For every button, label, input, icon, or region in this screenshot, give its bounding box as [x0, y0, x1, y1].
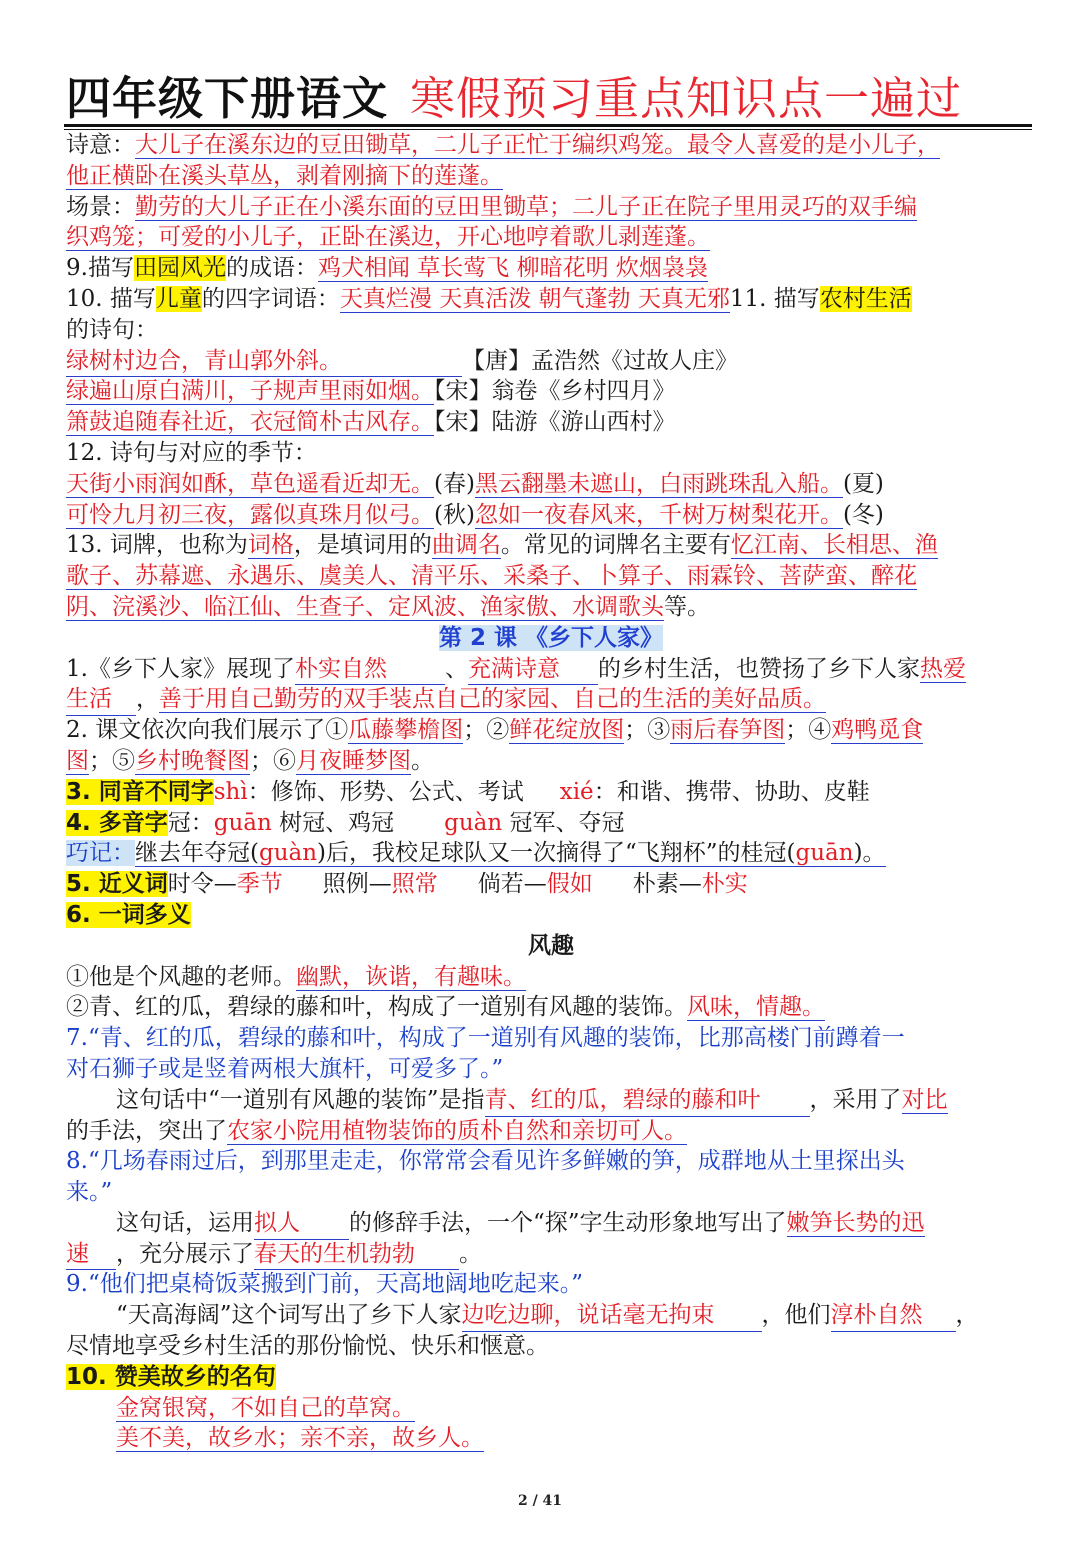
answer-text: 热爱 [919, 655, 966, 682]
answer-text: 幽默，诙谐，有趣味。 [296, 963, 526, 990]
text-line [66, 438, 1036, 469]
quote-text: 对石狮子或是竖着两根大旗杆，可爱多了。” [66, 1055, 504, 1082]
answer-text: 勤劳的大儿子正在小溪东面的豆田里锄草；二儿子正在院子里用灵巧的双手编 [135, 193, 917, 220]
label: 的乡村生活，也赞扬了乡下人家 [597, 655, 920, 682]
label: ；⑤ [89, 747, 135, 774]
quote-text: 9.“他们把桌椅饭菜搬到门前，天高地阔地吃起来。” [66, 1271, 583, 1298]
answer-text: 绿遍山原白满川，子规声里雨如烟。 [66, 378, 434, 405]
text-line [66, 1362, 1036, 1393]
answer-text: 季节 [236, 871, 283, 898]
label: 11. 描写 [729, 285, 820, 312]
label: 2. 课文依次向我们展示了① [66, 717, 349, 744]
answer-text: 鸡犬相闻 草长莺飞 柳暗花明 炊烟袅袅 [317, 255, 708, 282]
poem-source: 【宋】翁卷《乡村四月》 [434, 378, 676, 405]
label: 的手法，突出了 [66, 1117, 227, 1144]
label: 时令— [167, 871, 237, 898]
label: 这句话，运用 [116, 1209, 254, 1236]
section-heading: 6. 一词多义 [66, 901, 191, 928]
answer-text: 大儿子在溪东边的豆田锄草，二儿子正忙于编织鸡笼。最令人喜爱的是小儿子， [135, 132, 940, 158]
answer-text: 忽如一夜春风来，千树万树梨花开。 [474, 501, 843, 528]
season: (冬) [842, 501, 884, 528]
label: 。 [411, 747, 434, 774]
text-line [66, 561, 1036, 592]
text-line [66, 376, 1036, 407]
text-line [66, 654, 1036, 685]
season: (秋) [434, 501, 475, 528]
pinyin: xié [559, 778, 594, 805]
text-line [66, 1393, 1036, 1424]
answer-text: 鲜花绽放图 [509, 717, 625, 744]
text-line [66, 1423, 1036, 1454]
text-line [66, 346, 1036, 377]
answer-text: 青、红的瓜，碧绿的藤和叶 [485, 1085, 810, 1117]
label: 冠军、夺冠 [502, 809, 625, 836]
label: ，采用了 [809, 1086, 902, 1113]
answer-text: 假如 [546, 871, 593, 898]
text-line [66, 192, 1036, 223]
page-header [66, 62, 1030, 125]
answer-text: 嫩笋长势的迅 [786, 1209, 925, 1236]
answer-text: 乡村晚餐图 [135, 747, 250, 774]
label: 这句话中“一道别有风趣的装饰”是指 [116, 1086, 485, 1113]
tip-label: 巧记： [66, 840, 135, 867]
answer-text: 淳朴自然 [831, 1300, 956, 1332]
answer-text: 春天的生机勃勃 [254, 1239, 459, 1271]
poem-source: 【唐】孟浩然《过故人庄》 [462, 347, 738, 374]
label: ， [955, 1302, 979, 1329]
answer-text: 拟人 [254, 1208, 349, 1240]
label: 、 [444, 655, 468, 682]
answer-text: 照常 [391, 871, 438, 898]
label: 树冠、鸡冠 [271, 809, 395, 836]
highlight-text: 田园风光 [133, 255, 226, 282]
answer-text: 美不美，故乡水；亲不亲，故乡人。 [116, 1425, 484, 1452]
text-line [66, 1300, 1036, 1331]
text-line [66, 992, 1036, 1023]
label: 。常见的词牌名主要有 [500, 532, 731, 559]
text-line [66, 1085, 1036, 1116]
answer-text: 天真烂漫 天真活泼 朝气蓬勃 天真无邪 [339, 285, 730, 312]
label: )。 [853, 840, 886, 867]
answer-text: 善于用自己勤劳的双手装点自己的家园、自己的生活的美好品质。 [159, 686, 826, 713]
label: 倘若— [477, 871, 547, 898]
quote-text: 来。” [66, 1179, 113, 1206]
label: 9.描写 [66, 255, 134, 282]
pinyin: guàn [258, 840, 318, 867]
label: 12. 诗句与对应的季节： [66, 439, 317, 466]
highlight-text: 农村生活 [819, 285, 912, 312]
text-line [66, 253, 1036, 284]
answer-text: 箫鼓追随春社近，衣冠简朴古风存。 [66, 409, 434, 436]
text-line [66, 808, 1036, 839]
label: ，是填词用的 [293, 532, 432, 559]
answer-text: 绿树村边合，青山郭外斜。 [66, 346, 462, 378]
label: 的修辞手法，一个“探”字生动形象地写出了 [349, 1209, 787, 1236]
text-line [66, 684, 1036, 715]
answer-text: 黑云翻墨未遮山，白雨跳珠乱入船。 [474, 470, 843, 497]
label: 冠： [167, 809, 214, 836]
answer-text: 朴实自然 [295, 654, 445, 686]
section-heading: 10. 赞美故乡的名句 [66, 1363, 276, 1390]
label: 的诗句： [66, 316, 158, 343]
answer-text: 边吃边聊，说话毫无拘束 [462, 1300, 762, 1332]
label: “天高海阔”这个词写出了乡下人家 [116, 1302, 462, 1329]
text-line [66, 530, 1036, 561]
label: ，他们 [761, 1302, 831, 1329]
text-line [66, 1023, 1036, 1054]
header-title: 四年级下册语文 [66, 72, 389, 125]
label: 的四字词语： [201, 285, 340, 312]
text-line [66, 161, 1036, 192]
answer-text: 农家小院用植物装饰的质朴自然和亲切可人。 [227, 1117, 687, 1144]
answer-text: 天街小雨润如酥，草色遥看近却无。 [66, 470, 434, 497]
text-line [66, 1054, 1036, 1085]
text-line [66, 1177, 1036, 1208]
section-heading: 4. 多音字 [66, 809, 168, 836]
pinyin: shì [213, 778, 248, 805]
label: 10. 描写 [66, 285, 156, 312]
text-line [66, 1146, 1036, 1177]
answer-text: 瓜藤攀檐图 [348, 717, 464, 744]
text-line [66, 1116, 1036, 1147]
label: ；② [463, 717, 510, 744]
answer-text: 忆江南、长相思、渔 [730, 532, 938, 559]
answer-text: 月夜睡梦图 [296, 747, 411, 774]
text-line [66, 715, 1036, 746]
label: ；④ [785, 717, 832, 744]
poem-source: 【宋】陆游《游山西村》 [434, 409, 676, 436]
answer-text: 阴、浣溪沙、临江仙、生查子、定风波、渔家傲、水调歌头 [66, 593, 664, 620]
text-line [66, 1239, 1036, 1270]
answer-text: 朴实 [701, 871, 748, 898]
label: 。 [459, 1240, 482, 1267]
label: 等。 [664, 593, 710, 620]
season: (夏) [842, 470, 884, 497]
text-line [66, 1269, 1036, 1300]
label: 继去年夺冠( [135, 840, 259, 867]
label: ， [136, 686, 159, 713]
text-line [66, 746, 1036, 777]
section-heading: 3. 同音不同字 [66, 778, 214, 805]
lesson-heading-line [66, 623, 1036, 654]
answer-text: 速 [66, 1239, 116, 1271]
label: ①他是个风趣的老师。 [66, 963, 296, 990]
label: ，充分展示了 [116, 1240, 254, 1267]
text-line [66, 869, 1036, 900]
text-line [66, 315, 1036, 346]
quote-text: 7.“青、红的瓜，碧绿的藤和叶，构成了一道别有风趣的装饰，比那高楼门前蹲着一 [66, 1025, 905, 1052]
answer-text: 曲调名 [431, 532, 501, 559]
answer-text: 织鸡笼；可爱的小儿子，正卧在溪边，开心地哼着歌儿剥莲蓬。 [66, 224, 710, 251]
pinyin: guān [795, 840, 854, 867]
header-subtitle: 寒假预习重点知识点一遍过 [410, 72, 963, 125]
label: ：和谐、携带、协助、皮鞋 [593, 778, 870, 805]
text-line [66, 284, 1036, 315]
label: ；⑥ [250, 747, 296, 774]
text-line [66, 592, 1036, 623]
answer-text: 图 [66, 747, 89, 774]
text-line [66, 469, 1036, 500]
answer-text: 对比 [901, 1086, 948, 1113]
text-line [66, 900, 1036, 931]
text-line [66, 407, 1036, 438]
header-rule [64, 124, 1032, 127]
label: ；③ [624, 717, 671, 744]
pinyin: guān [213, 809, 272, 836]
highlight-text: 儿童 [155, 285, 202, 312]
pinyin: guàn [444, 809, 503, 836]
answer-text: 生活 [66, 684, 136, 716]
text-line [66, 777, 1036, 808]
text-line [66, 931, 1036, 962]
answer-text: 词格 [247, 532, 294, 559]
label: 朴素— [632, 871, 702, 898]
text-line [66, 962, 1036, 993]
label: ：修饰、形势、公式、考试 [247, 778, 524, 805]
answer-text: 他正横卧在溪头草丛，剥着刚摘下的莲蓬。 [66, 162, 503, 189]
text-line [66, 838, 1036, 869]
label: 13. 词牌，也称为 [66, 532, 248, 559]
label: )后，我校足球队又一次摘得了“飞翔杯”的桂冠( [317, 840, 796, 867]
label: 尽情地享受乡村生活的那份愉悦、快乐和惬意。 [66, 1333, 549, 1360]
answer-text: 充满诗意 [468, 654, 598, 686]
season: (春) [434, 470, 475, 497]
answer-text: 可怜九月初三夜，露似真珠月似弓。 [66, 501, 434, 528]
document-body [66, 130, 1036, 1454]
answer-text: 风味，情趣。 [687, 994, 825, 1021]
text-line [66, 222, 1036, 253]
answer-text: 金窝银窝，不如自己的草窝。 [116, 1394, 415, 1421]
label: 的成语： [225, 255, 318, 282]
word-heading: 风趣 [528, 931, 574, 959]
label: 诗意： [66, 132, 135, 158]
page-number: 2 / 41 [517, 1493, 563, 1509]
text-line [66, 1331, 1036, 1362]
label: ②青、红的瓜，碧绿的藤和叶，构成了一道别有风趣的装饰。 [66, 994, 687, 1021]
section-heading: 5. 近义词 [66, 871, 168, 898]
label: 1.《乡下人家》展现了 [66, 655, 295, 682]
label: 照例— [322, 871, 392, 898]
answer-text: 歌子、苏幕遮、永遇乐、虞美人、清平乐、采桑子、卜算子、雨霖铃、菩萨蛮、醉花 [66, 563, 917, 590]
answer-text: 鸡鸭觅食 [831, 717, 924, 744]
lesson-heading: 第 2 课 《乡下人家》 [438, 624, 664, 651]
text-line [66, 1208, 1036, 1239]
label: 场景： [66, 193, 135, 220]
quote-text: 8.“几场春雨过后，到那里走走，你常常会看见许多鲜嫩的笋，成群地从土里探出头 [66, 1148, 905, 1175]
text-line [66, 500, 1036, 531]
text-line [66, 130, 1036, 161]
answer-text: 雨后春笋图 [670, 717, 786, 744]
